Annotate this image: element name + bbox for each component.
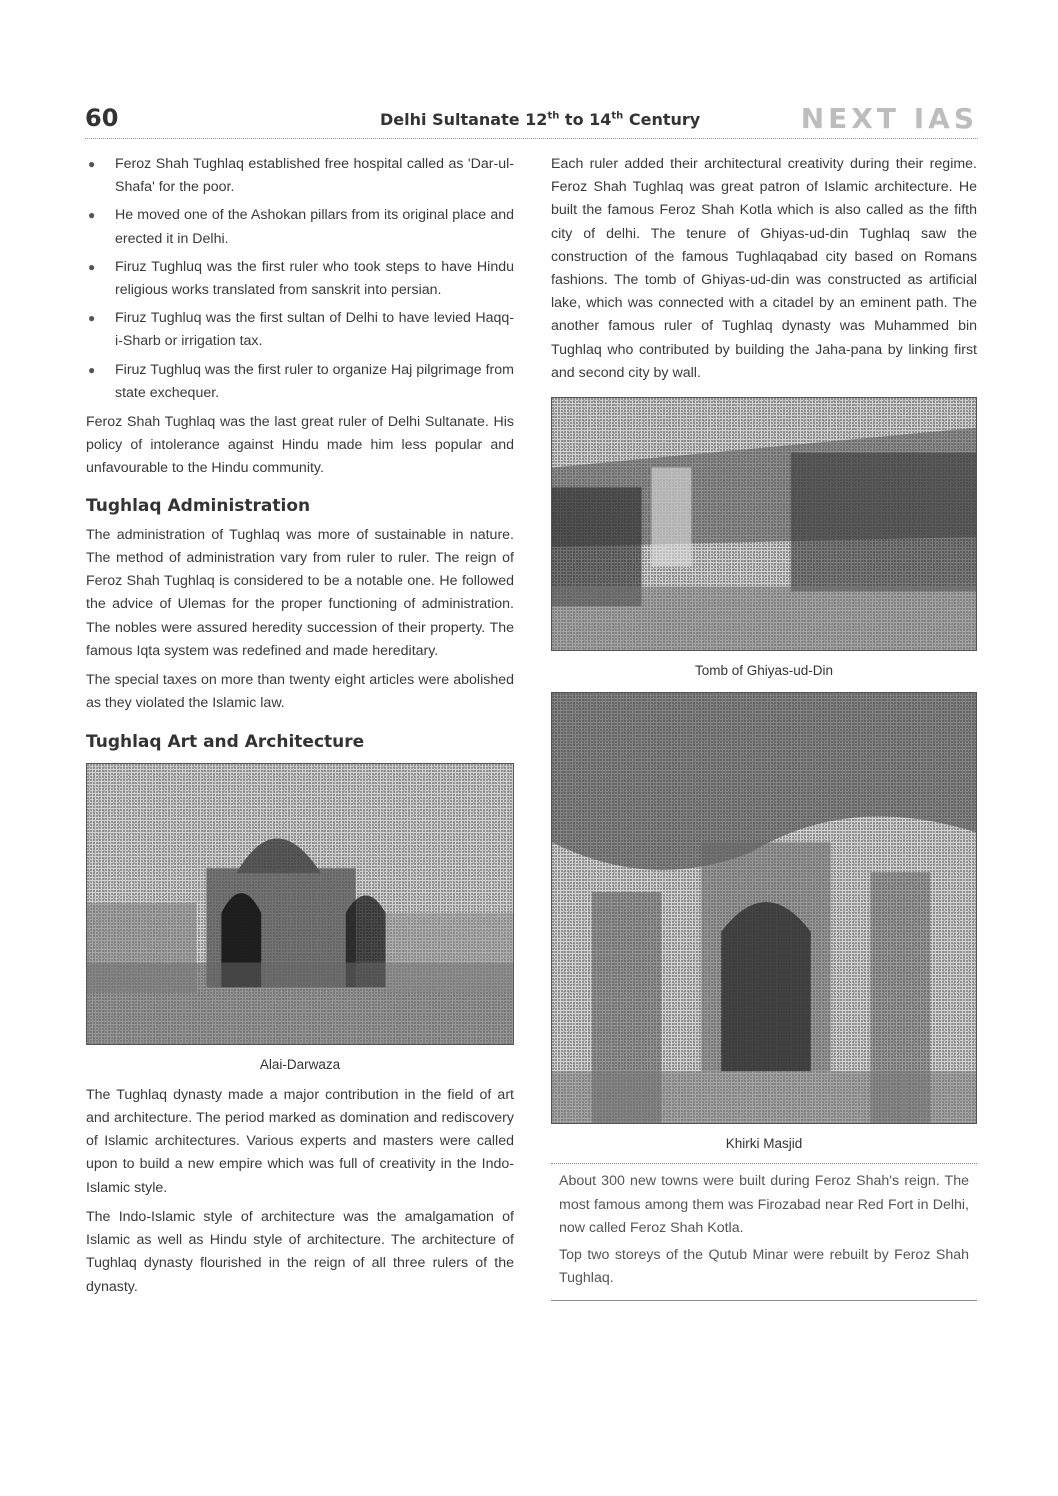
- running-title: Delhi Sultanate 12th to 14th Century: [380, 110, 701, 129]
- administration-paragraph: The administration of Tughlaq was more of sustainable in nature. The method of administration vary from ruler to ruler. The reign of Feroz Shah Tughlaq is considered to be a notable one. He followed the advice of Ulemas for the proper functioning of administration. The nobles were assured heredity succession of their property. The famous Iqta system was redefined and made hereditary.: [86, 526, 514, 659]
- taxes-paragraph: The special taxes on more than twenty eight articles were abolished as they violated the Islamic law.: [86, 672, 514, 712]
- bullet-icon: ●: [88, 208, 96, 223]
- brand-logo: NEXT IAS: [800, 102, 978, 135]
- tomb-ghiyas-ud-din-caption: Tomb of Ghiyas-ud-Din: [694, 663, 834, 679]
- alai-darwaza-caption: Alai-Darwaza: [259, 1056, 341, 1072]
- tomb-ghiyas-ud-din-photo: [551, 397, 977, 651]
- page-number: 60: [85, 104, 119, 132]
- khirki-masjid-caption: Khirki Masjid: [725, 1136, 803, 1152]
- list-item: ● Feroz Shah Tughlaq established free hospital called as 'Dar-ul-Shafa' for the poor.: [86, 153, 514, 199]
- section-heading-administration: Tughlaq Administration: [86, 495, 311, 516]
- note-qutub-minar: Top two storeys of the Qutub Minar were rebuilt by Feroz Shah Tughlaq.: [559, 1247, 969, 1287]
- list-item: ● Firuz Tughluq was the first ruler who took steps to have Hindu religious works translated from sanskrit into persian.: [86, 256, 514, 302]
- fact-note-box: [551, 1163, 977, 1301]
- left-column: [86, 153, 514, 1305]
- bullet-icon: ●: [88, 311, 96, 326]
- list-item: ● Firuz Tughluq was the first ruler to organize Haj pilgrimage from state exchequer.: [86, 359, 514, 405]
- header-divider: [85, 138, 978, 139]
- bullet-icon: ●: [88, 362, 96, 377]
- note-towns: About 300 new towns were built during Feroz Shah's reign. The most famous among them was Firozabad near Red Fort in Delhi, now called Feroz Shah Kotla.: [559, 1173, 969, 1236]
- page-header: [85, 104, 978, 138]
- bullet-icon: ●: [88, 259, 96, 274]
- list-item: ● Firuz Tughluq was the first sultan of Delhi to have levied Haqq-i-Sharb or irrigation tax.: [86, 307, 514, 353]
- intro-paragraph: Feroz Shah Tughlaq was the last great ruler of Delhi Sultanate. His policy of intolerance against Hindu made him less popular and unfavourable to the Hindu community.: [86, 414, 514, 477]
- section-heading-art: Tughlaq Art and Architecture: [86, 732, 365, 753]
- architecture-paragraph: Each ruler added their architectural creativity during their regime. Feroz Shah Tughlaq was great patron of Islamic architecture. He built the famous Feroz Shah Kotla which is also called as the fifth city of delhi. The tenure of Ghiyas-ud-din Tughlaq saw the construction of the famous Tughlaqabad city based on Romans fashions. The tomb of Ghiyas-ud-din was constructed as artificial lake, which was connected with a citadel by an eminent path. The another famous ruler of Tughlaq dynasty was Muhammed bin Tughlaq who contributed by building the Jaha-pana by linking first and second city by wall.: [551, 156, 977, 381]
- bullet-icon: ●: [88, 157, 96, 171]
- art-paragraph-2: The Indo-Islamic style of architecture was the amalgamation of Islamic as well as Hindu style of architecture. The architecture of Tughlaq dynasty flourished in the reign of all three rulers of the dynasty.: [86, 1208, 514, 1295]
- feroz-facts-list: [86, 153, 514, 405]
- art-paragraph-1: The Tughlaq dynasty made a major contribution in the field of art and architecture. The period marked as domination and rediscovery of Islamic architectures. Various experts and masters were called upon to build a new empire which was full of creativity in the Indo-Islamic style.: [86, 1086, 514, 1196]
- khirki-masjid-photo: [551, 692, 977, 1124]
- list-item: ● He moved one of the Ashokan pillars from its original place and erected it in Delhi.: [86, 204, 514, 250]
- alai-darwaza-photo: [86, 763, 514, 1045]
- right-column: [551, 153, 977, 1301]
